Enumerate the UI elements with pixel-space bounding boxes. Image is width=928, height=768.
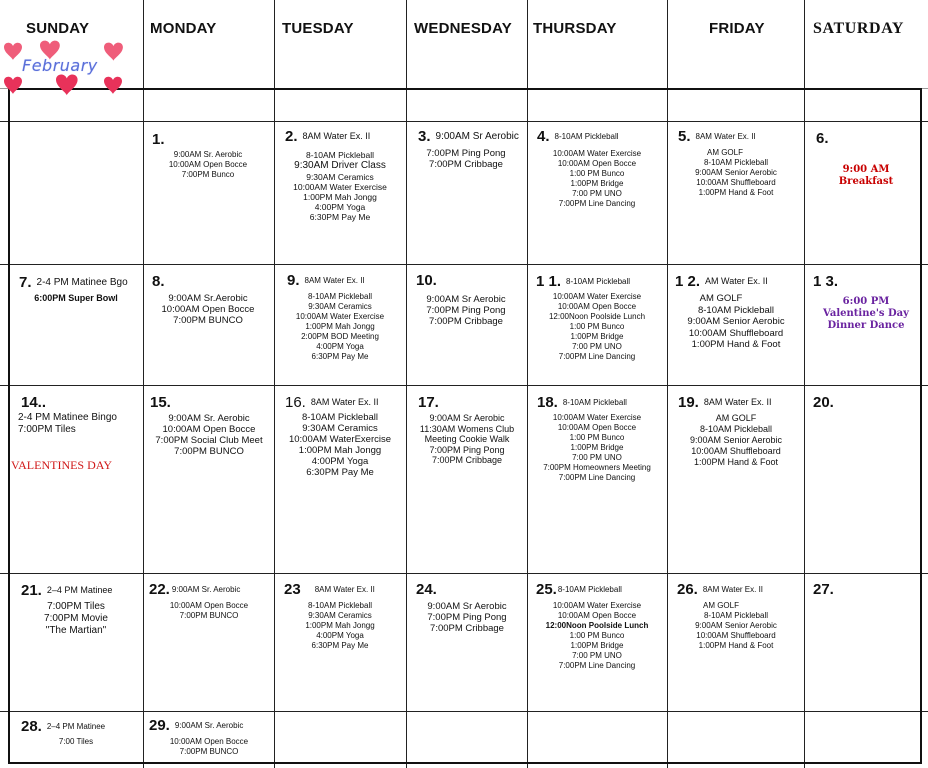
- event: 1:00PM Hand & Foot: [698, 641, 774, 650]
- day-2-events: [277, 150, 403, 222]
- event: 9:00AM Sr Aerobic: [426, 294, 506, 305]
- event: 7:00PM BUNCO: [174, 446, 244, 457]
- event: 7:00PM Movie: [44, 613, 108, 624]
- day-5-events: [672, 148, 800, 198]
- event: 7:00PM Cribbage: [429, 316, 503, 327]
- event: 1:00PM Mah Jongg: [303, 192, 377, 202]
- event: 10:00AM Shuffleboard: [696, 178, 776, 187]
- day-28-events: [12, 737, 140, 747]
- day-number-28: 28. 2–4 PM Matinee: [21, 718, 106, 735]
- event: 7:00PM Line Dancing: [558, 473, 636, 482]
- event: 6:00PM Super Bowl: [34, 293, 118, 303]
- event: 1:00PM Mah Jongg: [305, 322, 375, 331]
- day-number-10: 10.: [416, 272, 437, 289]
- event: 10:00AM Shuffleboard: [688, 327, 784, 339]
- event: 1:00 PM Bunco: [569, 433, 625, 442]
- event: 7:00PM BUNCO: [179, 747, 239, 756]
- day-12-events: [670, 293, 802, 351]
- event: 7:00PM BUNCO: [179, 611, 239, 620]
- event: 1:00PM Bridge: [570, 179, 624, 188]
- first-event: 8-10AM Pickleball: [566, 277, 631, 286]
- day-14-events: [18, 412, 138, 436]
- event: 7:00PM Cribbage: [430, 623, 504, 634]
- day-number-4: 4. 8-10AM Pickleball: [537, 128, 619, 145]
- first-event: 9:00AM Sr. Aerobic: [174, 721, 244, 730]
- event: 10:00AM Open Bocce: [557, 302, 637, 311]
- first-event: 8AM Water Ex. II: [314, 585, 375, 594]
- first-event: 2-4 PM Matinee Bgo: [36, 277, 128, 288]
- event: 6:30PM Pay Me: [311, 352, 369, 361]
- event: 6:30PM Pay Me: [311, 641, 369, 650]
- day-10-events: [410, 294, 522, 327]
- event: AM GOLF: [715, 413, 757, 423]
- day-number-25: 25.8-10AM Pickleball: [536, 581, 622, 598]
- event: 10:00AM Water Exercise: [295, 312, 385, 321]
- event: 4:00PM Yoga: [311, 456, 369, 467]
- event: 8-10AM Pickleball: [307, 292, 373, 301]
- day-number-18: 18. 8-10AM Pickleball: [537, 394, 627, 411]
- day-number-8: 8.: [152, 273, 165, 290]
- event: 10:00AM Open Bocce: [557, 159, 637, 168]
- day-number-20: 20.: [813, 394, 834, 411]
- event: 7:00PM Line Dancing: [558, 352, 636, 361]
- day-8-events: [148, 293, 268, 326]
- first-event: 8AM Water Ex. II: [302, 131, 371, 141]
- day-number-9: 9. 8AM Water Ex. II: [287, 272, 365, 289]
- event: 7:00PM Ping Pong: [427, 612, 507, 623]
- first-event: 8-10AM Pickleball: [554, 132, 619, 141]
- day-number-17: 17.: [418, 394, 439, 411]
- first-event: 9:00AM Sr Aerobic: [435, 131, 519, 142]
- day-number-15: 15.: [150, 394, 171, 411]
- first-event: 8AM Water Ex. II: [695, 132, 756, 141]
- event: 10:00AM Water Exercise: [552, 149, 642, 158]
- event: 7:00 PM UNO: [572, 342, 622, 351]
- first-event: 2–4 PM Matinee: [46, 722, 106, 731]
- header-wednesday: WEDNESDAY: [414, 20, 512, 37]
- event: 9:00AM Sr.Aerobic: [168, 293, 248, 304]
- day-9-events: [277, 292, 403, 362]
- day-number-1: 1.: [152, 131, 165, 148]
- event: Dinner Dance: [827, 320, 905, 331]
- event: AM GOLF: [702, 601, 739, 610]
- event: 9:00 AM: [842, 164, 890, 175]
- event: 7:00PM Line Dancing: [558, 199, 636, 208]
- event: 6:30PM Pay Me: [306, 467, 374, 478]
- event: 8-10AM Pickleball: [307, 601, 373, 610]
- header-monday: MONDAY: [150, 20, 217, 37]
- event: 7:00PM Social Club Meet: [155, 435, 263, 446]
- event: 10:00AM Open Bocce: [161, 304, 255, 315]
- event: 12:00Noon Poolside Lunch: [545, 621, 649, 630]
- event: 9:30AM Ceramics: [306, 172, 374, 182]
- day-18-events: [530, 413, 664, 483]
- event: 8-10AM Pickleball: [699, 424, 773, 434]
- event: 10:00AM Water Exercise: [552, 413, 642, 422]
- day-16-events: [277, 412, 403, 478]
- day-number-19: 19. 8AM Water Ex. II: [678, 394, 772, 411]
- day-number-11: 1 1. 8-10AM Pickleball: [536, 273, 631, 290]
- day-4-events: [531, 149, 663, 209]
- event: 10:00AM Water Exercise: [552, 292, 642, 301]
- day-number-5: 5. 8AM Water Ex. II: [678, 128, 756, 145]
- day-11-events: [531, 292, 663, 362]
- event: Breakfast: [838, 176, 894, 187]
- day-13-events: [806, 296, 926, 332]
- event: 9:00AM Senior Aerobic: [695, 168, 777, 177]
- day-23-events: [277, 601, 403, 651]
- day-7-events: [12, 293, 140, 303]
- event: 9:00AM Senior Aerobic: [689, 435, 783, 445]
- event: 7:00PM Ping Pong: [426, 305, 506, 316]
- event: 2-4 PM Matinee Bingo: [18, 412, 117, 423]
- event: 1:00PM Bridge: [570, 443, 624, 452]
- event: 7:00PM BUNCO: [173, 315, 243, 326]
- event: 7:00PM Cribbage: [429, 159, 503, 170]
- event: 1:00PM Mah Jongg: [298, 445, 382, 456]
- day-6-events: [808, 164, 924, 188]
- day-number-7: 7. 2-4 PM Matinee Bgo: [19, 274, 128, 291]
- event: 7:00PM Homeowners Meeting: [543, 463, 651, 472]
- day-19-events: [670, 413, 802, 468]
- event: 1:00PM Bridge: [570, 332, 624, 341]
- first-event: 8-10AM Pickleball: [557, 585, 622, 594]
- day-29-events: [146, 737, 272, 757]
- day-22-events: [146, 601, 272, 621]
- event: 8-10AM Pickleball: [703, 158, 769, 167]
- event: 6:30PM Pay Me: [309, 212, 371, 222]
- header-friday: FRIDAY: [709, 20, 765, 37]
- event: 7:00PM Tiles: [47, 601, 105, 612]
- event: 10:00AM Open Bocce: [168, 160, 248, 169]
- day-number-16: 16. 8AM Water Ex. II: [285, 394, 379, 411]
- event: 10:00AM Open Bocce: [557, 423, 637, 432]
- event: 10:00AM Shuffleboard: [696, 631, 776, 640]
- header-saturday: SATURDAY: [813, 20, 905, 37]
- event: 1:00PM Hand & Foot: [698, 188, 774, 197]
- header-sunday: SUNDAY: [26, 20, 90, 37]
- first-event: 8AM Water Ex. II: [702, 585, 764, 594]
- first-event: 2–4 PM Matinee: [46, 585, 113, 595]
- day-number-21: 21. 2–4 PM Matinee: [21, 582, 113, 599]
- day-number-12: 1 2. AM Water Ex. II: [675, 273, 768, 290]
- day-26-events: [672, 601, 800, 651]
- day-number-26: 26. 8AM Water Ex. II: [677, 581, 764, 598]
- first-event: 8AM Water Ex. II: [304, 276, 365, 285]
- event: 7:00PM Cribbage: [431, 455, 503, 465]
- first-event: 8AM Water Ex. II: [310, 397, 379, 407]
- day-24-events: [410, 601, 524, 634]
- day-number-23: 23 8AM Water Ex. II: [284, 581, 375, 598]
- event: 1:00 PM Bunco: [569, 322, 625, 331]
- day-1-events: [148, 150, 268, 180]
- event: 1:00PM Hand & Foot: [693, 457, 779, 467]
- event: 9:00AM Sr Aerobic: [429, 413, 505, 423]
- event: 9:00AM Sr. Aerobic: [168, 413, 250, 424]
- event: 8-10AM Pickleball: [697, 304, 775, 316]
- day-3-events: [410, 148, 522, 170]
- event: 7:00 PM UNO: [572, 189, 622, 198]
- event: 10:00AM Shuffleboard: [691, 446, 781, 456]
- event: 9:30AM Ceramics: [308, 611, 372, 620]
- event: 1:00PM Mah Jongg: [305, 621, 375, 630]
- event: Meeting Cookie Walk: [424, 434, 510, 444]
- event: 8-10AM Pickleball: [305, 150, 375, 160]
- day-25-events: [530, 601, 664, 671]
- event: 7:00PM Line Dancing: [558, 661, 636, 670]
- day-number-29: 29. 9:00AM Sr. Aerobic: [149, 717, 244, 734]
- day-number-14: 14..: [21, 394, 47, 411]
- event: 7:00PM Bunco: [181, 170, 235, 179]
- event: 1:00 PM Bunco: [569, 631, 625, 640]
- event: 7:00PM Tiles: [18, 424, 76, 435]
- event: 10:00AM Open Bocce: [169, 737, 249, 746]
- event: 9:30AM Ceramics: [308, 302, 372, 311]
- first-event: 8AM Water Ex. II: [703, 397, 772, 407]
- day-21-events: [12, 601, 140, 637]
- header-thursday: THURSDAY: [533, 20, 617, 37]
- day-number-2: 2. 8AM Water Ex. II: [285, 128, 371, 145]
- event: 10:00AM Open Bocce: [162, 424, 256, 435]
- event: Valentine's Day: [823, 308, 909, 319]
- valentines-day-label: VALENTINES DAY: [11, 458, 113, 472]
- event: 9:30AM Driver Class: [294, 160, 386, 171]
- event: 10:00AM Open Bocce: [169, 601, 249, 610]
- event: 9:00AM Senior Aerobic: [695, 621, 777, 630]
- event: 10:00AM WaterExercise: [288, 434, 392, 445]
- event: 4:00PM Yoga: [314, 202, 366, 212]
- event: 4:00PM Yoga: [316, 631, 364, 640]
- header-tuesday: TUESDAY: [282, 20, 354, 37]
- event: 10:00AM Water Exercise: [552, 601, 642, 610]
- day-number-24: 24.: [416, 581, 437, 598]
- logo-text: February: [22, 56, 98, 75]
- event: 6:00 PM: [842, 296, 890, 307]
- event: AM GOLF: [706, 148, 743, 157]
- first-event: AM Water Ex. II: [705, 276, 768, 286]
- event: 9:30AM Ceramics: [302, 423, 378, 434]
- event: 7:00 Tiles: [58, 737, 94, 746]
- event: 9:00AM Sr Aerobic: [427, 601, 507, 612]
- event: 1:00 PM Bunco: [569, 169, 625, 178]
- event: 10:00AM Water Exercise: [293, 182, 387, 192]
- day-number-6: 6.: [816, 130, 829, 147]
- event: 7:00 PM UNO: [572, 651, 622, 660]
- day-number-13: 1 3.: [813, 273, 839, 290]
- event: 7:00PM Ping Pong: [429, 444, 505, 455]
- event: 7:00 PM UNO: [572, 453, 622, 462]
- event: AM GOLF: [699, 293, 743, 304]
- day-number-22: 22. 9:00AM Sr. Aerobic: [149, 581, 241, 598]
- event: 8-10AM Pickleball: [301, 412, 379, 423]
- event: 7:00PM Ping Pong: [426, 148, 506, 159]
- event: "The Martian": [45, 625, 107, 636]
- first-event: 9:00AM Sr. Aerobic: [171, 585, 241, 594]
- day-15-events: [146, 413, 272, 457]
- event: 9:00AM Sr. Aerobic: [173, 150, 243, 159]
- event: 10:00AM Open Bocce: [557, 611, 637, 620]
- event: 1:00PM Bridge: [570, 641, 624, 650]
- day-number-3: 3. 9:00AM Sr Aerobic: [418, 128, 519, 145]
- day-17-events: [410, 413, 524, 466]
- event: 2:00PM BOD Meeting: [301, 332, 379, 341]
- event: 11:30AM Womens Club: [419, 423, 515, 434]
- event: 1:00PM Hand & Foot: [691, 339, 781, 350]
- first-event: 8-10AM Pickleball: [562, 398, 627, 407]
- day-number-27: 27.: [813, 581, 834, 598]
- event: 12:00Noon Poolside Lunch: [548, 312, 646, 321]
- event: 8-10AM Pickleball: [703, 611, 769, 620]
- event: 9:00AM Senior Aerobic: [687, 316, 785, 327]
- event: 4:00PM Yoga: [316, 342, 364, 351]
